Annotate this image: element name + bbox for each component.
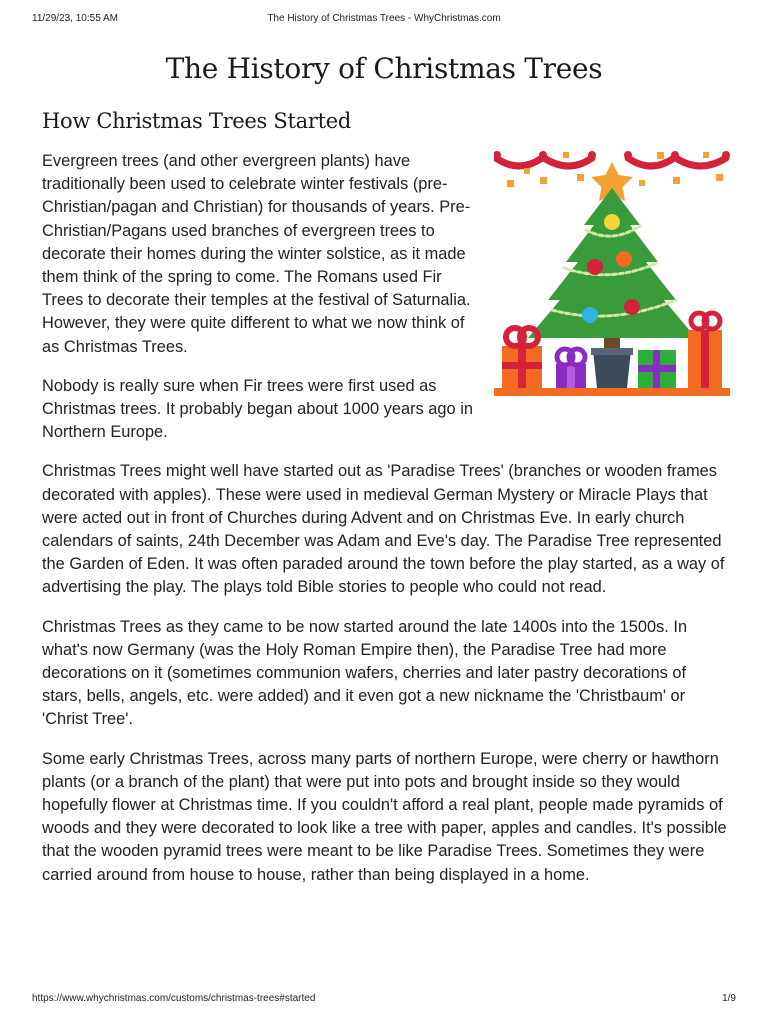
present-green <box>638 350 676 388</box>
tree-pot <box>593 350 631 388</box>
christmas-tree-illustration <box>494 150 734 396</box>
print-url: https://www.whychristmas.com/customs/christmas-trees#started <box>32 993 316 1004</box>
floor-line <box>494 388 730 396</box>
article-body <box>42 150 730 903</box>
paragraph-early-trees: Some early Christmas Trees, across many parts of northern Europe, were cherry or hawthorn plants (or a branch of the plant) that were put into pots and brought inside so they would hopefully flower at Christmas time. If you couldn't afford a real plant, people made pyramids of woods and they were decorated to look like a tree with paper, apples and candles. It's possible that the wooden pyramid trees were meant to be like Paradise Trees. Sometimes they were carried around from house to house, rather than being displayed in a home. <box>42 749 727 884</box>
print-datetime: 11/29/23, 10:55 AM <box>32 13 118 24</box>
page-indicator: 1/9 <box>722 993 736 1004</box>
ornament <box>624 299 640 315</box>
paragraph-paradise-trees: Christmas Trees might well have started out as 'Paradise Trees' (branches or wooden frames decorated with apples). These were used in medieval German Mystery or Miracle Plays that were acted out in front of Churches during Advent and on Christmas Eve. In early church calendars of saints, 24th December was Adam and Eve's day. The Paradise Tree represented the Garden of Eden. It was often paraded around the town before the play started, as a way of advertising the play. The plays told Bible stories to people who could not read. <box>42 462 725 597</box>
present-orange-right <box>688 313 722 388</box>
ornament <box>616 251 632 267</box>
garland-left <box>494 151 596 166</box>
ornament <box>604 214 620 230</box>
print-document-title: The History of Christmas Trees - WhyChristmas.com <box>267 13 501 24</box>
present-purple <box>556 349 586 388</box>
christmas-tree-svg <box>494 150 734 396</box>
present-orange-left <box>502 328 542 388</box>
ornament <box>587 259 603 275</box>
ornament <box>582 307 598 323</box>
paragraph-first-fir-trees: Nobody is really sure when Fir trees were first used as Christmas trees. It probably began about 1000 years ago in Northern Europe. <box>42 376 473 442</box>
garland-right <box>624 151 730 166</box>
page-title: The History of Christmas Trees <box>165 52 603 85</box>
paragraph-intro: Evergreen trees (and other evergreen plants) have traditionally been used to celebrate winter festivals (pre-Christian/pagan and Christian) for thousands of years. Pre-Christian/Pagans used branches of evergreen trees to decorate their homes during the winter solstice, as it made them think of the spring to come. The Romans used Fir Trees to decorate their temples at the festival of Saturnalia. However, they were quite different to what we now think of as Christmas Trees. <box>42 152 471 356</box>
section-heading: How Christmas Trees Started <box>42 109 352 133</box>
paragraph-christbaum: Christmas Trees as they came to be now started around the late 1400s into the 1500s. In what's now Germany (was the Holy Roman Empire then), the Paradise Tree had more decorations on it (sometimes communion wafers, cherries and later pastry decorations of stars, bells, angels, etc. were added) and it even got a new nickname the 'Christbaum' or 'Christ Tree'. <box>42 617 688 729</box>
